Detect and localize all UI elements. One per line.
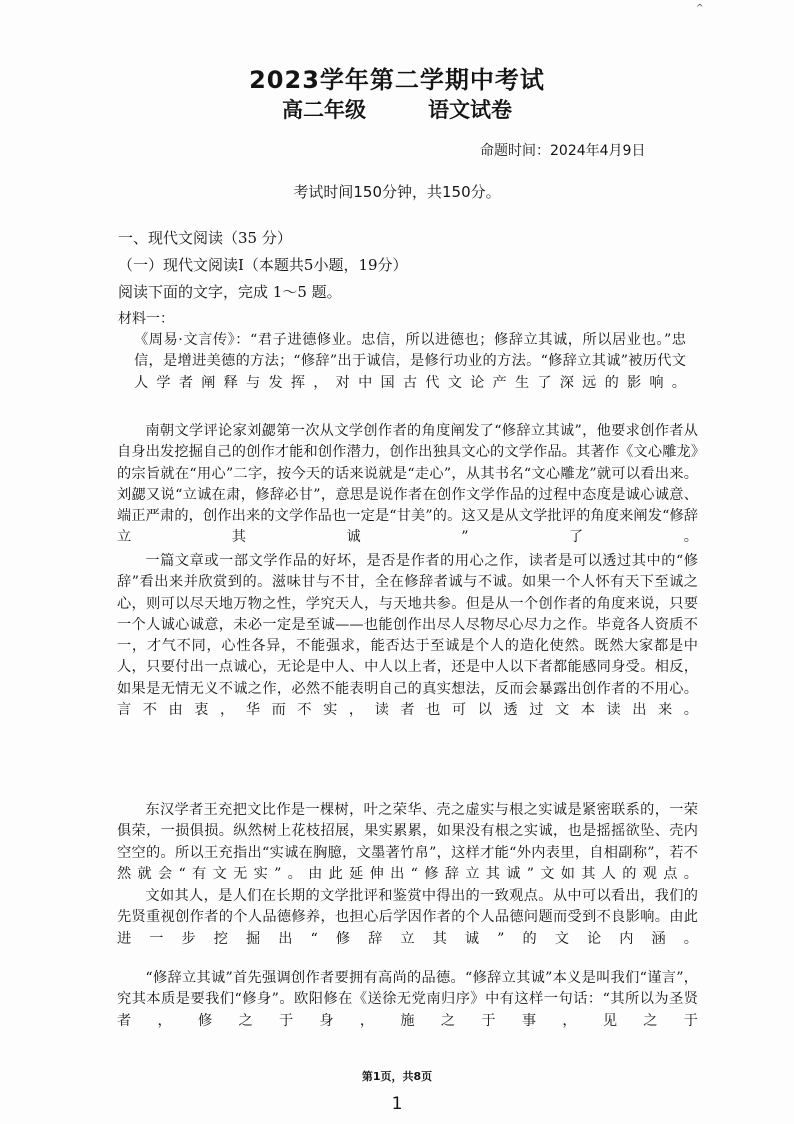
body-paragraph: 南朝文学评论家刘勰第一次从文学创作者的角度阐发了“修辞立其诚”，他要求创作者从自身出发挖掘自己的创作才能和创作潜力，创作出独具文心的文学作品。其著作《文心雕龙》的宗旨就在“用心”二字，按今天的话来说就是“走心”，从其书名“文心雕龙”就可以看出来。刘勰又说“立诚在肃，修辞必甘”，意思是说作者在创作文学作品的过程中态度是诚心诚意、端正严肃的，创作出来的文学作品也一定是“甘美”的。这又是从文学批评的角度来阐发“修辞立其诚”了。 <box>117 423 698 546</box>
material-label: 材料一： <box>118 311 174 327</box>
sub-section-heading: （一）现代文阅读Ⅰ（本题共5小题，19分） <box>118 256 408 274</box>
reading-instruction: 阅读下面的文字，完成 1～5 题。 <box>118 283 342 301</box>
exam-date: 命题时间：2024年4月9日 <box>480 143 646 159</box>
exam-title: 2023学年第二学期中考试 <box>249 66 545 94</box>
paper-label: 语文试卷 <box>428 98 512 122</box>
exam-subtitle <box>0 94 794 124</box>
body-paragraph: 东汉学者王充把文比作是一棵树，叶之荣华、壳之虚实与根之实诚是紧密联系的，一荣俱荣，一损俱损。纵然树上花枝招展，果实累累，如果没有根之实诚，也是摇摇欲坠、壳内空空的。所以王充指出“实诚在胸臆，文墨著竹帛”，这样才能“外内表里，自相副称”，若不然就会“有文无实”。由此延伸出“修辞立其诚”文如其人的观点。 <box>117 802 698 882</box>
page-number: 1 <box>391 1094 403 1114</box>
quote-paragraph: 《周易·文言传》：“君子进德修业。忠信，所以进德也；修辞立其诚，所以居业也。”忠信，是增进美德的方法；“修辞”出于诚信，是修行功业的方法。“修辞立其诚”被历代文人学者阐释与发挥，对中国古代文论产生了深远的影响。 <box>134 332 686 391</box>
scan-corner-mark: ^ <box>696 4 704 14</box>
section-heading: 一、现代文阅读（35 分） <box>118 229 292 247</box>
page-footer: 第1页，共8页 <box>361 1070 433 1083</box>
exam-duration: 考试时间150分钟，共150分。 <box>293 183 501 201</box>
grade-label: 高二年级 <box>282 98 366 122</box>
body-paragraph: 一篇文章或一部文学作品的好坏，是否是作者的用心之作，读者是可以透过其中的“修辞”看出来并欣赏到的。滋味甘与不甘，全在修辞者诚与不诚。如果一个人怀有天下至诚之心，则可以尽天地万物之性，学究天人，与天地共参。但是从一个创作者的角度来说，只要一个人诚心诚意，未必一定是至诚——也能创作出尽人尽物尽心尽力之作。毕竟各人资质不一，才气不同，心性各异，不能强求，能否达于至诚是个人的造化使然。既然大家都是中人，只要付出一点诚心，无论是中人、中人以上者，还是中人以下者都能感同身受。相反，如果是无情无义不诚之作，必然不能表明自己的真实想法，反而会暴露出创作者的不用心。言不由衷，华而不实，读者也可以透过文本读出来。 <box>117 553 698 719</box>
body-paragraph: 文如其人，是人们在长期的文学批评和鉴赏中得出的一致观点。从中可以看出，我们的先贤重视创作者的个人品德修养，也担心后学因作者的个人品德问题而受到不良影响。由此进一步挖掘出“修辞立其诚”的文论内涵。 <box>117 888 698 947</box>
body-paragraph: “修辞立其诚”首先强调创作者要拥有高尚的品德。“修辞立其诚”本义是叫我们“谨言”，究其本质是要我们“修身”。欧阳修在《送徐无党南归序》中有这样一句话：“其所以为圣贤者，修之于身，施之于事，见之于 <box>117 970 698 1029</box>
